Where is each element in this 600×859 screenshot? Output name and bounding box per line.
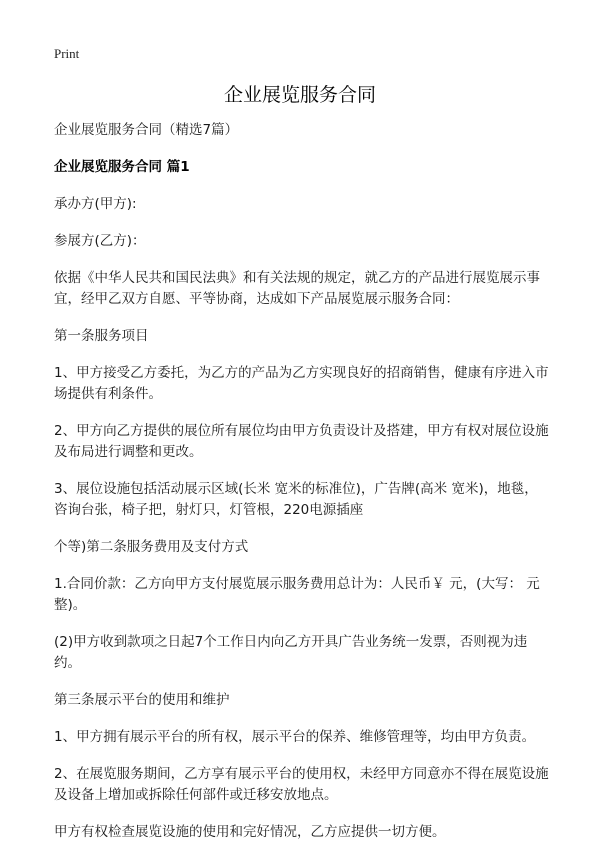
section-heading: 企业展览服务合同 篇1: [54, 159, 190, 175]
article-1-clause-3: 3、展位设施包括活动展示区域(长米 宽米的标准位)，广告牌(高米 宽米)，地毯，咨询台张，椅子把，射灯只，灯管根，220电源插座: [54, 481, 538, 518]
article-2-clause-2: (2)甲方收到款项之日起7个工作日内向乙方开具广告业务统一发票，否则视为违约。: [54, 634, 528, 671]
document-title: 企业展览服务合同: [223, 84, 376, 106]
document-body: [54, 120, 550, 859]
article-2-heading: 个等)第二条服务费用及支付方式: [54, 539, 249, 555]
article-2-clause-1: 1.合同价款：乙方向甲方支付展览展示服务费用总计为：人民币￥ 元，(大写： 元整)。: [54, 576, 540, 613]
article-1-heading: 第一条服务项目: [54, 328, 149, 344]
doc-subtitle: 企业展览服务合同（精选7篇）: [54, 122, 239, 138]
party-a-line: 承办方(甲方):: [54, 196, 137, 212]
article-3-clause-2: 2、在展览服务期间，乙方享有展示平台的使用权，未经甲方同意亦不得在展览设施及设备上增加或拆除任何部件或迁移安放地点。: [54, 766, 549, 803]
article-1-clause-1: 1、甲方接受乙方委托，为乙方的产品为乙方实现良好的招商销售，健康有序进入市场提供有利条件。: [54, 365, 549, 402]
intro-paragraph: 依据《中华人民共和国民法典》和有关法规的规定，就乙方的产品进行展览展示事宜，经甲乙双方自愿、平等协商，达成如下产品展览展示服务合同：: [54, 270, 540, 307]
print-link[interactable]: Print: [54, 46, 80, 61]
article-3-clause-1: 1、甲方拥有展示平台的所有权，展示平台的保养、维修管理等，均由甲方负责。: [54, 729, 536, 745]
article-3-heading: 第三条展示平台的使用和维护: [54, 692, 230, 708]
article-1-clause-2: 2、甲方向乙方提供的展位所有展位均由甲方负责设计及搭建，甲方有权对展位设施及布局进行调整和更改。: [54, 423, 549, 460]
article-3-clause-3: 甲方有权检查展览设施的使用和完好情况，乙方应提供一切方便。: [54, 824, 446, 840]
party-b-line: 参展方(乙方)：: [54, 233, 146, 249]
